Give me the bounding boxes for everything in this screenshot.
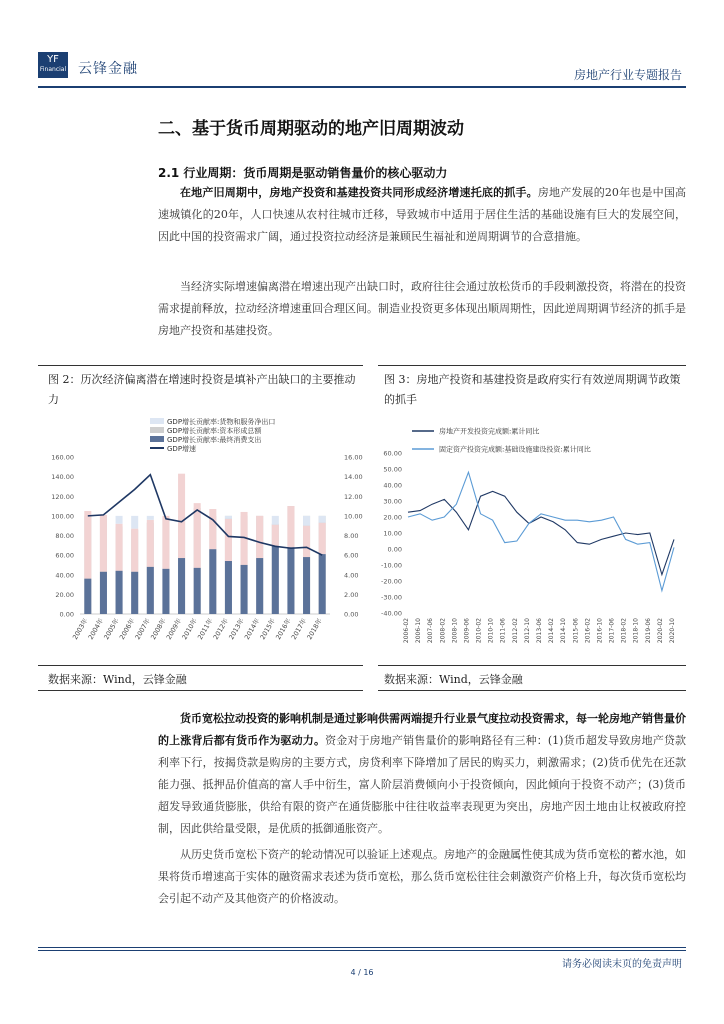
x-tick-label: 2018-02 bbox=[620, 618, 628, 644]
x-tick-label: 2020-02 bbox=[656, 618, 664, 644]
bar-consumption bbox=[162, 569, 169, 614]
logo-subtext: Financial bbox=[39, 66, 67, 73]
legend-swatch bbox=[150, 436, 164, 442]
y-tick-left: 0.00 bbox=[59, 610, 74, 619]
y-tick-left: 80.00 bbox=[55, 532, 74, 540]
paragraph-4: 从历史货币宽松下资产的轮动情况可以验证上述观点。房地产的金融属性使其成为货币宽松的蓄水池，如果将货币增速高于实体的融资需求表述为货币宽松，那么货币宽松往往会刺激资产价格上升，每次货币宽松均会引起不动产及其他资产的价格波动。 bbox=[158, 848, 686, 905]
bar-capital-formation bbox=[178, 474, 185, 558]
fig3-source: 数据来源：Wind，云锋金融 bbox=[384, 673, 523, 686]
fig3-legend bbox=[412, 427, 591, 454]
x-tick-label: 2015-06 bbox=[572, 618, 580, 644]
x-tick-label: 2007年 bbox=[133, 617, 153, 641]
bar-consumption bbox=[287, 547, 294, 614]
x-tick-label: 2015年 bbox=[258, 617, 278, 641]
fig3-bottom-rule bbox=[378, 665, 686, 666]
legend-label: GDP增长贡献率:最终消费支出 bbox=[167, 436, 262, 444]
bar-consumption bbox=[116, 571, 123, 614]
bar-net-export bbox=[131, 516, 138, 529]
series-line bbox=[408, 472, 674, 590]
fig2-legend bbox=[150, 417, 275, 453]
bar-consumption bbox=[178, 558, 185, 614]
y-tick-left: 20.00 bbox=[55, 590, 74, 599]
x-tick-label: 2013-06 bbox=[536, 618, 543, 644]
bar-net-export bbox=[116, 516, 123, 524]
fig3-lines bbox=[408, 472, 674, 590]
y-tick: 10.00 bbox=[383, 529, 402, 538]
disclaimer-link[interactable]: 请务必阅读末页的免责声明 bbox=[562, 959, 682, 970]
bar-consumption bbox=[319, 554, 326, 614]
y-tick: 50.00 bbox=[383, 465, 402, 474]
fig2-source-rule bbox=[38, 690, 363, 691]
bar-capital-formation bbox=[256, 516, 263, 558]
x-tick-label: 2013年 bbox=[227, 617, 246, 641]
bar-capital-formation bbox=[303, 526, 310, 557]
bar-net-export bbox=[303, 516, 310, 526]
y-tick: 30.00 bbox=[383, 497, 402, 506]
fig2-caption: 图 2：历次经济偏离潜在增速时投资是填补产出缺口的主要推动力 bbox=[48, 373, 356, 406]
legend-swatch bbox=[150, 427, 164, 433]
y-tick-right: 0.00 bbox=[344, 610, 359, 619]
x-tick-label: 2005年 bbox=[102, 617, 121, 641]
y-tick-right: 14.00 bbox=[344, 473, 363, 482]
footer-divider bbox=[38, 947, 686, 948]
x-tick-label: 2006年 bbox=[117, 617, 137, 641]
y-tick-right: 10.00 bbox=[344, 512, 363, 521]
paragraph-3 bbox=[158, 708, 686, 840]
fig2-x-labels bbox=[70, 616, 324, 641]
x-tick-label: 2008-10 bbox=[451, 618, 459, 644]
legend-label: GDP增长贡献率:货物和服务净出口 bbox=[167, 418, 276, 426]
x-tick-label: 2007-06 bbox=[427, 618, 435, 644]
y-tick-left: 140.00 bbox=[51, 473, 74, 482]
fig3-top-rule bbox=[378, 365, 686, 366]
y-tick: 20.00 bbox=[383, 513, 402, 522]
legend-label: 房地产开发投资完成额:累计同比 bbox=[439, 427, 540, 436]
y-tick: 60.00 bbox=[383, 449, 402, 458]
subsection-title: 2.1 行业周期：货币周期是驱动销售量价的核心驱动力 bbox=[158, 166, 448, 180]
y-tick-left: 120.00 bbox=[51, 492, 74, 501]
bar-capital-formation bbox=[272, 525, 279, 547]
bar-consumption bbox=[100, 572, 107, 614]
fig2-bars bbox=[84, 474, 325, 614]
logo-mark: YF bbox=[47, 54, 59, 65]
y-tick-left: 100.00 bbox=[51, 512, 74, 521]
y-tick: -10.00 bbox=[381, 561, 402, 570]
legend-label: 固定资产投资完成额:基础设施建设投资:累计同比 bbox=[439, 445, 591, 454]
x-tick-label: 2012-10 bbox=[523, 618, 531, 644]
bar-consumption bbox=[241, 565, 248, 614]
x-tick-label: 2011年 bbox=[196, 617, 215, 641]
x-tick-label: 2006-10 bbox=[415, 618, 423, 644]
series-line bbox=[408, 491, 674, 574]
fig3-caption: 图 3：房地产投资和基建投资是政府实行有效逆周期调节政策的抓手 bbox=[384, 373, 681, 406]
footer-divider-2 bbox=[38, 950, 686, 951]
x-tick-label: 2008年 bbox=[149, 617, 168, 641]
bar-capital-formation bbox=[225, 519, 232, 561]
bar-capital-formation bbox=[209, 509, 216, 549]
bar-consumption bbox=[84, 579, 91, 614]
y-tick-right: 4.00 bbox=[344, 571, 359, 580]
bar-consumption bbox=[225, 561, 232, 614]
bar-capital-formation bbox=[100, 515, 107, 572]
gdp-growth-line bbox=[88, 475, 322, 555]
x-tick-label: 2014-10 bbox=[560, 618, 568, 644]
section-title: 二、基于货币周期驱动的地产旧周期波动 bbox=[158, 119, 464, 139]
y-tick: -40.00 bbox=[381, 609, 402, 618]
fig2-top-rule bbox=[38, 365, 363, 366]
x-tick-label: 2011-06 bbox=[499, 618, 507, 644]
fig2-chart bbox=[38, 415, 363, 660]
paragraph-2: 当经济实际增速偏离潜在增速出现产出缺口时，政府往往会通过放松货币的手段刺激投资，将潜在的投资需求提前释放，拉动经济增速重回合理区间。制造业投资更多体现出顺周期性，因此逆周期调节经济的抓手是房地产投资和基建投资。 bbox=[158, 280, 686, 337]
x-tick-label: 2008-02 bbox=[439, 618, 447, 644]
fig2-gdp-line bbox=[88, 475, 322, 555]
y-tick-left: 160.00 bbox=[51, 453, 74, 462]
bar-consumption bbox=[272, 546, 279, 614]
bar-consumption bbox=[131, 572, 138, 614]
fig3-x-labels bbox=[403, 618, 676, 643]
bar-capital-formation bbox=[131, 529, 138, 572]
x-tick-label: 2018年 bbox=[305, 617, 324, 641]
bar-capital-formation bbox=[319, 523, 326, 554]
page-number: 4 / 16 bbox=[350, 968, 374, 977]
company-logo bbox=[38, 52, 68, 78]
fig3-source-rule bbox=[378, 690, 686, 691]
fig3-chart bbox=[378, 415, 686, 660]
bar-consumption bbox=[147, 567, 154, 614]
bar-net-export bbox=[272, 516, 279, 525]
bar-consumption bbox=[194, 568, 201, 614]
y-tick: -20.00 bbox=[381, 577, 402, 586]
y-tick-right: 8.00 bbox=[344, 532, 359, 540]
x-tick-label: 2016年 bbox=[274, 617, 293, 641]
bar-net-export bbox=[225, 516, 232, 519]
paragraph-1-bold: 在地产旧周期中，房地产投资和基建投资共同形成经济增速托底的抓手。 bbox=[180, 186, 538, 199]
x-tick-label: 2003年 bbox=[71, 617, 90, 641]
x-tick-label: 2017-06 bbox=[608, 618, 616, 644]
x-tick-label: 2017年 bbox=[289, 617, 309, 641]
fig2-source: 数据来源：Wind，云锋金融 bbox=[48, 673, 187, 686]
y-tick: -30.00 bbox=[381, 593, 402, 602]
bar-capital-formation bbox=[147, 520, 154, 567]
fig2-bottom-rule bbox=[38, 665, 363, 666]
fig2-axes bbox=[51, 454, 362, 619]
bar-capital-formation bbox=[84, 511, 91, 579]
paragraph-3-text: 资金对于房地产销售量价的影响路径有三种：(1)货币超发导致房地产贷款利率下行，按揭贷款是购房的主要方式，房贷利率下降增加了居民的购买力，刺激需求；(2)货币优先在还款能力强、抵押品价值高的富人手中衍生，富人阶层消费倾向小于投资倾向，因此倾向于投资不动产；(3)货币超发导致通货膨胀，供给有限的资产在通货膨胀中往往收益率表现更为突出，房地产因土地由让权被政府控制，因此供给量受限，是优质的抵御通胀资产。 bbox=[158, 734, 686, 835]
x-tick-label: 2014-02 bbox=[548, 618, 556, 644]
bar-consumption bbox=[209, 549, 216, 614]
bar-net-export bbox=[319, 516, 326, 523]
x-tick-label: 2020-10 bbox=[669, 618, 676, 644]
x-tick-label: 2004年 bbox=[86, 617, 106, 641]
x-tick-label: 2006-02 bbox=[403, 618, 410, 644]
paragraph-1 bbox=[158, 182, 686, 248]
fig3-axes bbox=[381, 450, 402, 618]
legend-label: GDP增速 bbox=[167, 445, 197, 453]
y-tick: 40.00 bbox=[383, 481, 402, 490]
y-tick-left: 60.00 bbox=[55, 551, 74, 560]
x-tick-label: 2010-02 bbox=[475, 618, 483, 644]
x-tick-label: 2012-02 bbox=[511, 618, 519, 644]
paragraph-3-bold: 货币宽松拉动投资的影响机制是通过影响供需两端提升行业景气度拉动投资需求，每一轮房地产销售量价的上涨背后都有货币作为驱动力。 bbox=[158, 712, 686, 747]
x-tick-label: 2012年 bbox=[211, 617, 231, 641]
x-tick-label: 2018-10 bbox=[632, 618, 640, 644]
legend-label: GDP增长贡献率:资本形成总额 bbox=[167, 427, 262, 435]
company-name: 云锋金融 bbox=[78, 61, 138, 77]
x-tick-label: 2016-02 bbox=[584, 618, 592, 644]
x-tick-label: 2009-06 bbox=[463, 618, 471, 644]
legend-swatch bbox=[150, 418, 164, 424]
y-tick-left: 40.00 bbox=[55, 571, 74, 580]
bar-consumption bbox=[303, 557, 310, 614]
y-tick-right: 6.00 bbox=[344, 551, 359, 560]
y-tick-right: 2.00 bbox=[344, 590, 359, 599]
header-divider bbox=[38, 86, 686, 88]
x-tick-label: 2019-06 bbox=[644, 618, 652, 644]
x-tick-label: 2010年 bbox=[180, 617, 199, 641]
y-tick: 0.00 bbox=[387, 545, 402, 554]
x-tick-label: 2016-10 bbox=[596, 618, 604, 644]
x-tick-label: 2009年 bbox=[164, 617, 184, 641]
y-tick-right: 12.00 bbox=[344, 492, 363, 501]
report-title: 房地产行业专题报告 bbox=[573, 68, 682, 82]
x-tick-label: 2010-10 bbox=[487, 618, 495, 644]
x-tick-label: 2014年 bbox=[242, 617, 262, 641]
bar-capital-formation bbox=[162, 516, 169, 569]
bar-capital-formation bbox=[116, 524, 123, 571]
bar-capital-formation bbox=[287, 506, 294, 547]
bar-net-export bbox=[147, 516, 154, 520]
y-tick-right: 16.00 bbox=[344, 453, 363, 462]
bar-consumption bbox=[256, 558, 263, 614]
paragraph-1-text: 房地产发展的20年也是中国高速城镇化的20年，人口快速从农村往城市迁移，导致城市中适用于居住生活的基础设施有巨大的发展空间，因此中国的投资需求广阔，通过投资拉动经济是兼顾民生福祉和逆周期调节的合意措施。 bbox=[158, 186, 687, 243]
